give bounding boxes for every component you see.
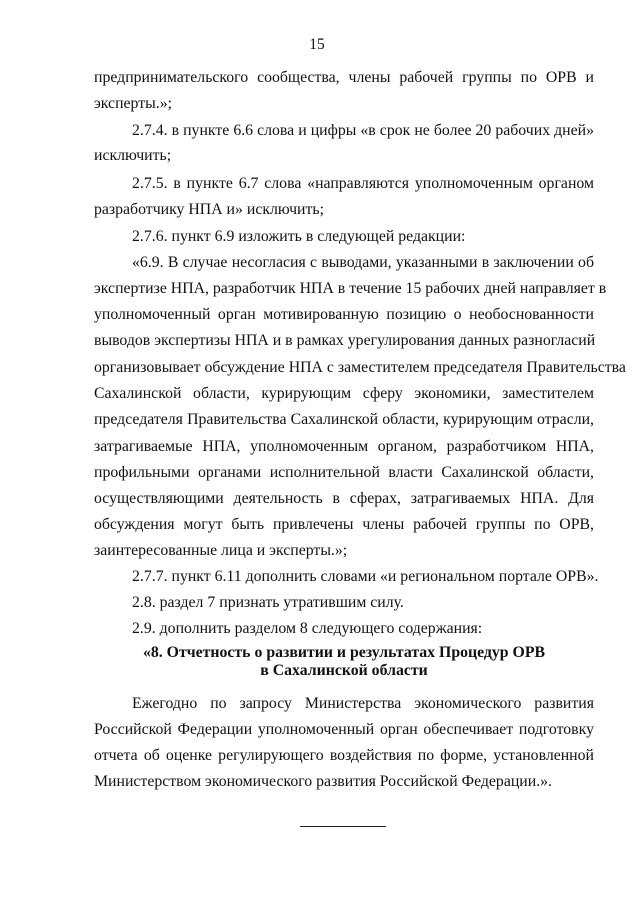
paragraph-line: Ежегодно по запросу Министерства экономического развития [132, 695, 594, 712]
paragraph-line: разработчику НПА и» исключить; [94, 201, 324, 218]
paragraph-line: председателя Правительства Сахалинской области, курирующим отрасли, [94, 411, 594, 428]
paragraph-line: предпринимательского сообщества, члены рабочей группы по ОРВ и [94, 69, 594, 86]
paragraph-line: 2.8. раздел 7 признать утратившим силу. [132, 594, 404, 611]
section-heading-line-2: в Сахалинской области [260, 662, 428, 679]
paragraph-line: Сахалинской области, курирующим сферу экономики, заместителем [94, 385, 594, 402]
paragraph-line: уполномоченный орган мотивированную позицию о необоснованности [94, 306, 594, 323]
paragraph-line: выводов экспертизы НПА и в рамках урегулирования данных разногласий [94, 332, 596, 349]
paragraph-line: 2.7.6. пункт 6.9 изложить в следующей редакции: [132, 228, 466, 245]
paragraph-line: 2.7.4. в пункте 6.6 слова и цифры «в срок не более 20 рабочих дней» [132, 122, 594, 139]
paragraph-line: 2.7.7. пункт 6.11 дополнить словами «и региональном портале ОРВ». [132, 568, 599, 585]
paragraph-line: эксперты.»; [94, 95, 172, 112]
paragraph-line: 2.9. дополнить разделом 8 следующего содержания: [132, 620, 483, 637]
paragraph-line: «6.9. В случае несогласия с выводами, указанными в заключении об [132, 254, 594, 271]
paragraph-line: Российской Федерации уполномоченный орган обеспечивает подготовку [94, 721, 594, 738]
paragraph-line: заинтересованные лица и эксперты.»; [94, 542, 348, 559]
paragraph-line: 2.7.5. в пункте 6.7 слова «направляются уполномоченным органом [132, 175, 594, 192]
paragraph-line: Министерством экономического развития Российской Федерации.». [94, 773, 552, 790]
page-number: 15 [309, 36, 325, 53]
paragraph-line: затрагиваемые НПА, уполномоченным органом, разработчиком НПА, [94, 438, 594, 455]
paragraph-line: обсуждения могут быть привлечены члены рабочей группы по ОРВ, [94, 516, 594, 533]
section-heading-line-1: «8. Отчетность о развитии и результатах Процедур ОРВ [142, 644, 546, 661]
closing-rule [300, 826, 386, 827]
paragraph-line: исключить; [94, 147, 172, 164]
paragraph-line: организовывает обсуждение НПА с заместителем председателя Правительства [94, 359, 626, 376]
paragraph-line: осуществляющими деятельность в сферах, затрагиваемых НПА. Для [94, 490, 594, 507]
paragraph-line: отчета об оценке регулирующего воздействия по форме, установленной [94, 747, 594, 764]
paragraph-line: профильными органами исполнительной власти Сахалинской области, [94, 464, 594, 481]
paragraph-line: экспертизе НПА, разработчик НПА в течение 15 рабочих дней направляет в [94, 280, 607, 297]
